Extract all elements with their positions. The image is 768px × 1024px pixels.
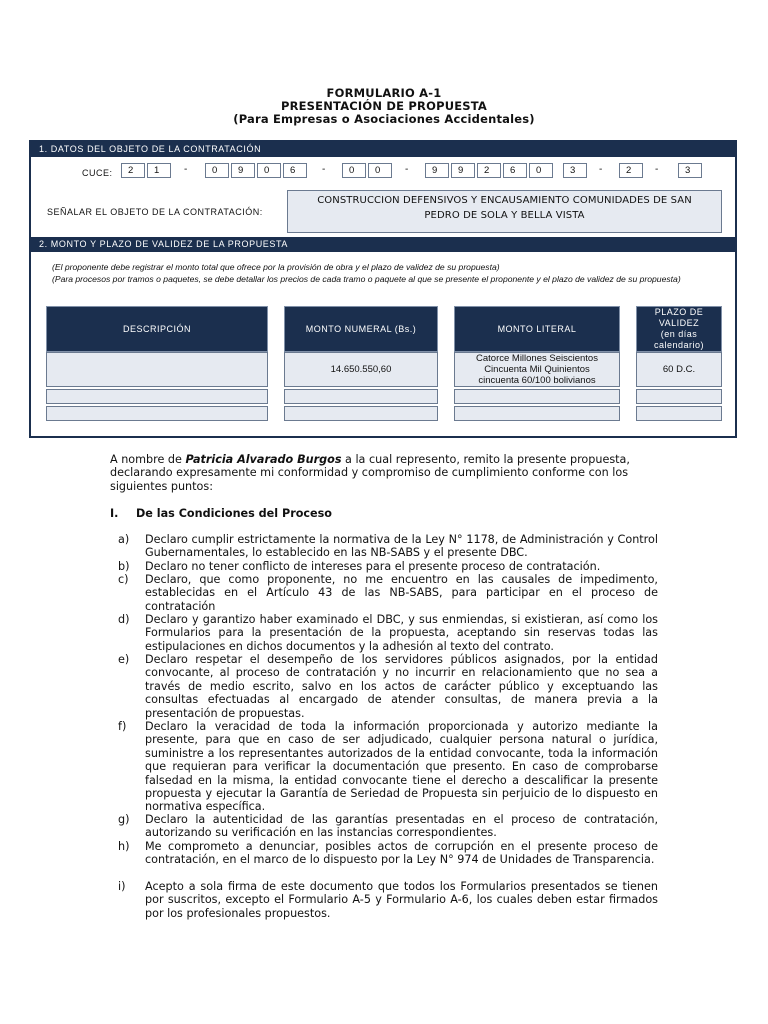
col-header-descripcion: DESCRIPCIÓN bbox=[46, 306, 268, 352]
item-text: Me comprometo a denunciar, posibles actos de corrupción en el presente proceso de contratación, en el marco de lo dispuesto por la Ley N° 974 de Unidades de Transparencia. bbox=[145, 840, 658, 867]
cuce-digit[interactable]: 2 bbox=[477, 163, 501, 178]
intro-suffix: a la cual represento, remito la presente propuesta, bbox=[341, 453, 630, 466]
section-heading: De las Condiciones del Proceso bbox=[136, 507, 332, 520]
col-header-plazo-line: (en días bbox=[660, 329, 698, 339]
cuce-digit[interactable]: 9 bbox=[231, 163, 255, 178]
item-marker: f) bbox=[118, 720, 127, 733]
cuce-digit[interactable]: 9 bbox=[451, 163, 475, 178]
cell-descripcion[interactable] bbox=[46, 352, 268, 387]
cuce-label: CUCE: bbox=[82, 168, 113, 178]
item-marker: c) bbox=[118, 573, 129, 586]
cuce-digit[interactable]: 0 bbox=[257, 163, 281, 178]
cuce-digit[interactable]: 3 bbox=[563, 163, 587, 178]
cuce-digit[interactable]: 0 bbox=[205, 163, 229, 178]
section-1-header: 1. DATOS DEL OBJETO DE LA CONTRATACIÓN bbox=[31, 142, 735, 157]
col-header-monto-literal: MONTO LITERAL bbox=[454, 306, 620, 352]
list-item bbox=[118, 840, 658, 867]
cell-empty[interactable] bbox=[454, 406, 620, 421]
col-header-monto-numeral: MONTO NUMERAL (Bs.) bbox=[284, 306, 438, 352]
col-header-plazo-line: PLAZO DE bbox=[654, 307, 704, 317]
cuce-separator: - bbox=[184, 164, 188, 175]
cell-monto-literal[interactable] bbox=[454, 352, 620, 387]
objeto-label: SEÑALAR EL OBJETO DE LA CONTRATACIÓN: bbox=[47, 207, 263, 217]
item-text: Declaro respetar el desempeño de los servidores públicos asignados, por la entidad convocante, al proceso de contratación y no incurrir en relacionamiento que no sea a través de medio escrito, salvo en los actos de carácter público y exceptuando las consultas efectuadas al encargado de atender consultas, de manera previa a la presentación de propuestas. bbox=[145, 653, 658, 720]
cell-empty[interactable] bbox=[636, 389, 722, 404]
item-text: Declaro no tener conflicto de intereses para el presente proceso de contratación. bbox=[145, 560, 601, 573]
cuce-separator: - bbox=[405, 164, 409, 175]
item-marker: a) bbox=[118, 533, 130, 546]
item-marker: i) bbox=[118, 880, 126, 893]
intro-line bbox=[110, 453, 658, 466]
cuce-digit[interactable]: 6 bbox=[283, 163, 307, 178]
list-item bbox=[118, 613, 658, 653]
col-header-plazo-line: VALIDEZ bbox=[658, 318, 700, 328]
cuce-digit[interactable]: 0 bbox=[529, 163, 553, 178]
monto-literal-line: cincuenta 60/100 bolivianos bbox=[478, 375, 596, 386]
list-item bbox=[118, 653, 658, 720]
objeto-line: CONSTRUCCION DEFENSIVOS Y ENCAUSAMIENTO COMUNIDADES DE SAN bbox=[317, 195, 692, 206]
cell-empty[interactable] bbox=[284, 389, 438, 404]
item-marker: e) bbox=[118, 653, 130, 666]
intro-line: siguientes puntos: bbox=[110, 479, 213, 493]
item-marker: b) bbox=[118, 560, 130, 573]
section-heading-number: I. bbox=[110, 507, 119, 520]
cell-empty[interactable] bbox=[454, 389, 620, 404]
cell-empty[interactable] bbox=[46, 406, 268, 421]
cuce-separator: - bbox=[322, 164, 326, 175]
cell-monto-numeral[interactable]: 14.650.550,60 bbox=[284, 352, 438, 387]
list-item bbox=[118, 720, 658, 814]
representative-name: Patricia Alvarado Burgos bbox=[185, 453, 342, 466]
item-marker: d) bbox=[118, 613, 130, 626]
cell-plazo[interactable]: 60 D.C. bbox=[636, 352, 722, 387]
item-text: Declaro y garantizo haber examinado el DBC, y sus enmiendas, si existieran, así como los Formularios para la presentación de la propuesta, aceptando sin reservas todas las estipulaciones en dichos documentos y la adhesión al texto del contrato. bbox=[145, 613, 658, 653]
item-text: Declaro la autenticidad de las garantías presentadas en el proceso de contratación, autorizando su verificación en las instancias correspondientes. bbox=[145, 813, 658, 840]
item-text: Declaro, que como proponente, no me encuentro en las causales de impedimento, establecidas en el Artículo 43 de las NB-SABS, para participar en el proceso de contratación bbox=[145, 573, 658, 613]
list-item bbox=[118, 573, 658, 613]
list-item bbox=[118, 813, 658, 840]
cuce-digit[interactable]: 0 bbox=[342, 163, 366, 178]
item-marker: h) bbox=[118, 840, 130, 853]
cuce-digit[interactable]: 6 bbox=[503, 163, 527, 178]
col-header-plazo bbox=[636, 306, 722, 352]
cuce-separator: - bbox=[655, 164, 659, 175]
cuce-separator: - bbox=[599, 164, 603, 175]
monto-literal-line: Catorce Millones Seiscientos bbox=[476, 353, 598, 364]
item-text: Declaro la veracidad de toda la información proporcionada y autorizo mediante la presente, para que en caso de ser adjudicado, cualquier persona natural o jurídica, suministre a los representantes autorizados de la entidad convocante, toda la información que requieran para verificar la documentación que presento. En caso de comprobarse falsedad en la misma, la entidad convocante tiene el derecho a descalificar la presente propuesta y ejecutar la Garantía de Seriedad de Propuesta sin perjuicio de lo dispuesto en normativa específica. bbox=[145, 720, 658, 814]
list-item bbox=[118, 880, 658, 920]
item-text: Acepto a sola firma de este documento que todos los Formularios presentados se tienen por suscritos, excepto el Formulario A-5 y Formulario A-6, los cuales deben estar firmados por los profesionales propuestos. bbox=[145, 880, 658, 920]
section-2-header: 2. MONTO Y PLAZO DE VALIDEZ DE LA PROPUESTA bbox=[31, 237, 735, 252]
intro-prefix: A nombre de bbox=[110, 453, 186, 466]
form-subtitle: PRESENTACIÓN DE PROPUESTA bbox=[280, 99, 488, 113]
cuce-digit[interactable]: 0 bbox=[368, 163, 392, 178]
item-text: Declaro cumplir estrictamente la normativa de la Ley N° 1178, de Administración y Control Gubernamentales, lo establecido en las NB-SABS y el presente DBC. bbox=[145, 533, 658, 560]
note-line: (El proponente debe registrar el monto total que ofrece por la provisión de obra y el plazo de validez de su propuesta) bbox=[52, 262, 500, 272]
form-scope: (Para Empresas o Asociaciones Accidentales) bbox=[233, 112, 535, 126]
objeto-field[interactable] bbox=[287, 190, 722, 233]
cell-empty[interactable] bbox=[284, 406, 438, 421]
note-line: (Para procesos por tramos o paquetes, se debe detallar los precios de cada tramo o paquete al que se presente el proponente y el plazo de validez de su propuesta) bbox=[52, 273, 681, 284]
objeto-line: PEDRO DE SOLA Y BELLA VISTA bbox=[424, 210, 585, 221]
list-item bbox=[118, 533, 658, 560]
cell-empty[interactable] bbox=[46, 389, 268, 404]
declaration-intro bbox=[110, 453, 658, 493]
instructions-note bbox=[52, 262, 732, 285]
monto-literal-line: Cincuenta Mil Quinientos bbox=[484, 364, 590, 375]
list-item bbox=[118, 560, 658, 573]
col-header-plazo-line: calendario) bbox=[653, 340, 705, 350]
cuce-digit[interactable]: 2 bbox=[121, 163, 145, 178]
intro-line: declarando expresamente mi conformidad y compromiso de cumplimiento conforme con los bbox=[110, 466, 629, 480]
cell-empty[interactable] bbox=[636, 406, 722, 421]
cuce-digit[interactable]: 1 bbox=[147, 163, 171, 178]
form-title: FORMULARIO A-1 bbox=[326, 86, 442, 100]
cuce-digit[interactable]: 9 bbox=[425, 163, 449, 178]
cuce-digit[interactable]: 2 bbox=[619, 163, 643, 178]
cuce-digit[interactable]: 3 bbox=[678, 163, 702, 178]
item-marker: g) bbox=[118, 813, 130, 826]
